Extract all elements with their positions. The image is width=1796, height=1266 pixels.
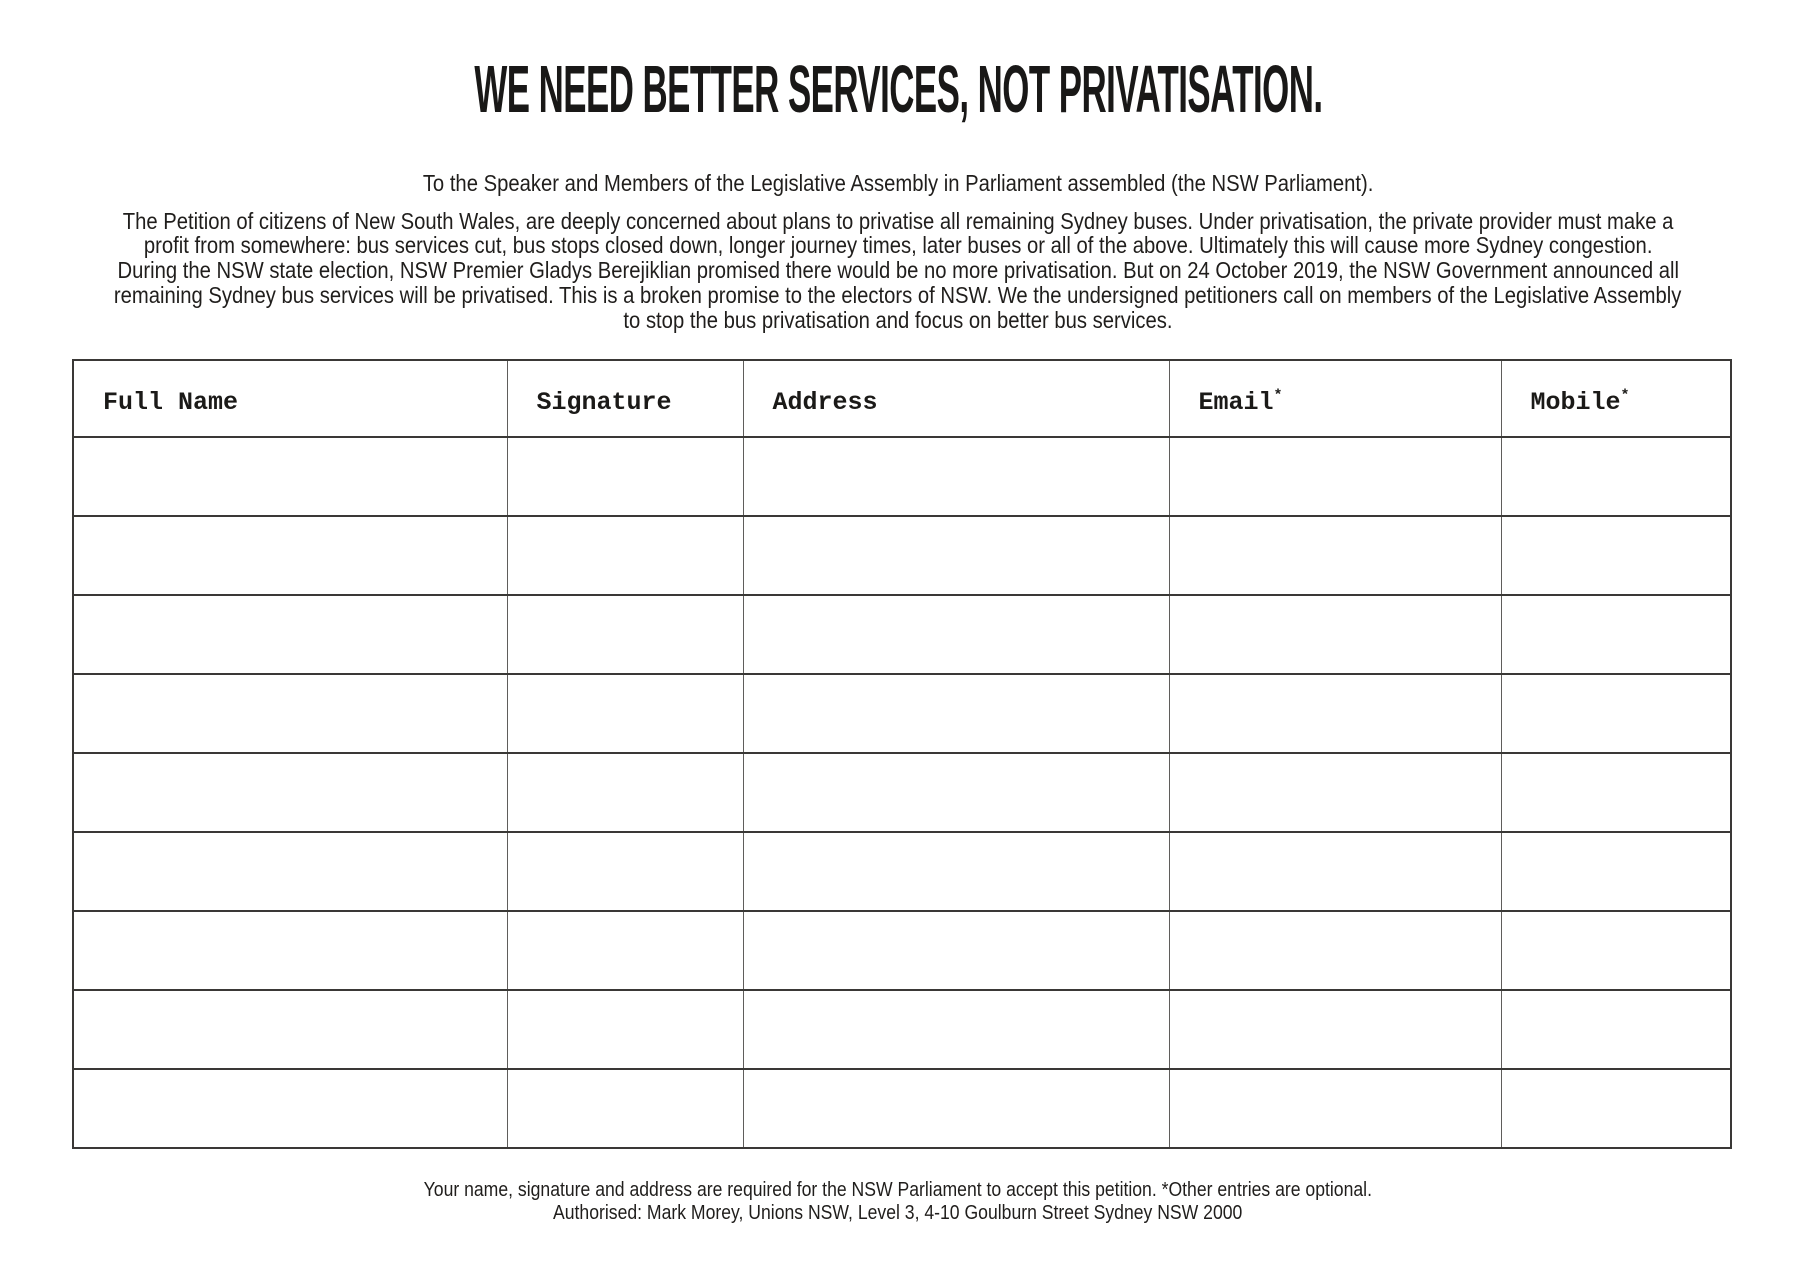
mobile-cell (1501, 832, 1731, 911)
address-cell (743, 832, 1169, 911)
full-name-cell (73, 990, 507, 1069)
column-header-full-name (73, 360, 507, 437)
signature-cell (507, 753, 743, 832)
full-name-cell (73, 516, 507, 595)
signature-cell (507, 911, 743, 990)
signature-cell (507, 516, 743, 595)
petition-text-line-2: profit from somewhere: bus services cut, bus stops closed down, longer journey times, later buses or all of the above. Ultimately this will cause more Sydney congestion. (143, 232, 1653, 259)
column-label: Signature (536, 388, 672, 418)
column-label: Email (1198, 388, 1274, 418)
table-row (73, 437, 1731, 516)
table-row (73, 516, 1731, 595)
address-cell (743, 753, 1169, 832)
address-cell (743, 911, 1169, 990)
full-name-cell (73, 911, 507, 990)
signature-table-header (73, 360, 1731, 437)
table-row (73, 832, 1731, 911)
address-cell (743, 1069, 1169, 1148)
petition-text-line-5: to stop the bus privatisation and focus on better bus services. (623, 306, 1173, 333)
table-row (73, 753, 1731, 832)
table-row (73, 990, 1731, 1069)
table-row (73, 595, 1731, 674)
footer-authorisation-text: Authorised: Mark Morey, Unions NSW, Level 3, 4-10 Goulburn Street Sydney NSW 2000 (553, 1201, 1243, 1224)
signature-cell (507, 1069, 743, 1148)
mobile-cell (1501, 437, 1731, 516)
signature-cell (507, 674, 743, 753)
column-header-email (1169, 360, 1501, 437)
petition-text (0, 209, 1796, 333)
column-label: Mobile (1530, 388, 1621, 418)
mobile-cell (1501, 516, 1731, 595)
full-name-cell (73, 437, 507, 516)
full-name-cell (73, 674, 507, 753)
email-cell (1169, 1069, 1501, 1148)
petition-text-line (0, 209, 1796, 234)
signature-table (72, 359, 1732, 1149)
mobile-cell (1501, 674, 1731, 753)
address-cell (743, 674, 1169, 753)
email-cell (1169, 832, 1501, 911)
signature-cell (507, 990, 743, 1069)
mobile-cell (1501, 911, 1731, 990)
footer (0, 1179, 1796, 1224)
address-cell (743, 516, 1169, 595)
petition-text-line-3: During the NSW state election, NSW Premier Gladys Berejiklian promised there would be no more privatisation. But on 24 October 2019, the NSW Government announced all (117, 257, 1679, 284)
column-header-signature (507, 360, 743, 437)
page-title (0, 52, 1796, 127)
petition-text-line (0, 283, 1796, 308)
salutation-text: To the Speaker and Members of the Legislative Assembly in Parliament assembled (the NSW Parliament). (422, 170, 1374, 196)
email-cell (1169, 674, 1501, 753)
mobile-cell (1501, 1069, 1731, 1148)
column-header-mobile (1501, 360, 1731, 437)
signature-cell (507, 832, 743, 911)
column-label: Full Name (103, 388, 239, 418)
email-cell (1169, 911, 1501, 990)
signature-cell (507, 437, 743, 516)
column-label: Address (772, 388, 878, 418)
table-row (73, 674, 1731, 753)
column-header-address (743, 360, 1169, 437)
petition-text-line (0, 258, 1796, 283)
signature-cell (507, 595, 743, 674)
address-cell (743, 437, 1169, 516)
footer-requirements-text: Your name, signature and address are required for the NSW Parliament to accept this petition. *Other entries are optional. (423, 1179, 1373, 1202)
mobile-cell (1501, 990, 1731, 1069)
email-cell (1169, 595, 1501, 674)
footer-authorisation-line (0, 1202, 1796, 1225)
petition-text-line-1: The Petition of citizens of New South Wales, are deeply concerned about plans to privatise all remaining Sydney buses. Under privatisation, the private provider must make a (122, 207, 1674, 234)
address-cell (743, 990, 1169, 1069)
full-name-cell (73, 595, 507, 674)
email-cell (1169, 516, 1501, 595)
table-row (73, 1069, 1731, 1148)
table-row (73, 911, 1731, 990)
optional-asterisk: * (1620, 387, 1630, 405)
petition-text-line-4: remaining Sydney bus services will be privatised. This is a broken promise to the electors of NSW. We the undersigned petitioners call on members of the Legislative Assembly (114, 281, 1682, 308)
petition-text-line (0, 308, 1796, 333)
signature-table-body (73, 437, 1731, 1148)
full-name-cell (73, 832, 507, 911)
full-name-cell (73, 753, 507, 832)
email-cell (1169, 753, 1501, 832)
email-cell (1169, 990, 1501, 1069)
footer-requirements-line (0, 1179, 1796, 1202)
page-title-text: WE NEED BETTER SERVICES, NOT PRIVATISATION. (473, 52, 1323, 127)
salutation-line (0, 171, 1796, 196)
mobile-cell (1501, 595, 1731, 674)
mobile-cell (1501, 753, 1731, 832)
address-cell (743, 595, 1169, 674)
email-cell (1169, 437, 1501, 516)
header-row (73, 360, 1731, 437)
optional-asterisk: * (1273, 387, 1283, 405)
petition-text-line (0, 233, 1796, 258)
full-name-cell (73, 1069, 507, 1148)
